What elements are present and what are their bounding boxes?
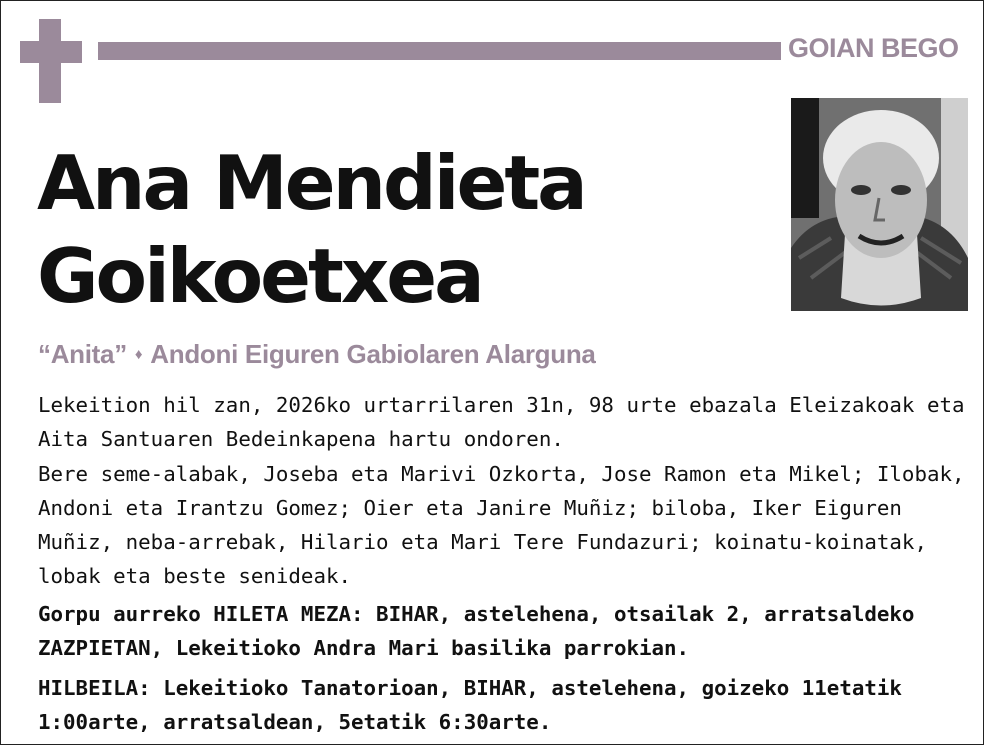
header-bar xyxy=(98,42,781,60)
name-line-1: Ana Mendieta xyxy=(37,139,585,227)
funeral-paragraph: Gorpu aurreko HILETA MEZA: BIHAR, astelehena, otsailak 2, arratsaldeko ZAZPIETAN, Lekeitioko Andra Mari basilika parrokian. xyxy=(38,602,915,660)
relation: Andoni Eiguren Gabiolaren Alarguna xyxy=(150,339,596,369)
portrait-photo xyxy=(791,98,968,311)
deceased-name xyxy=(37,137,585,323)
cross-icon-horizontal xyxy=(20,41,82,63)
wake-paragraph: HILBEILA: Lekeitioko Tanatorioan, BIHAR, astelehena, goizeko 11etatik 1:00arte, arratsaldean, 5etatik 6:30arte. xyxy=(38,676,902,734)
brand-label: GOIAN BEGO xyxy=(788,33,959,63)
portrait-image xyxy=(791,98,968,311)
diamond-icon: ♦ xyxy=(134,346,143,363)
family-paragraph: Bere seme-alabak, Joseba eta Marivi Ozkorta, Jose Ramon eta Mikel; Ilobak, Andoni eta Irantzu Gomez; Oier eta Janire Muñiz; biloba, Iker Eiguren Muñiz, neba-arrebak, Hilario eta Mari Tere Fundazuri; koinatu-koinatak, lobak eta beste senideak. xyxy=(38,462,965,588)
death-notice-paragraph: Lekeition hil zan, 2026ko urtarrilaren 31n, 98 urte ebazala Eleizakoak eta Aita Santuaren Bedeinkapena hartu ondoren. xyxy=(38,393,965,451)
subtitle xyxy=(38,339,596,370)
nickname: “Anita” xyxy=(38,339,127,369)
name-line-2: Goikoetxea xyxy=(37,232,482,320)
